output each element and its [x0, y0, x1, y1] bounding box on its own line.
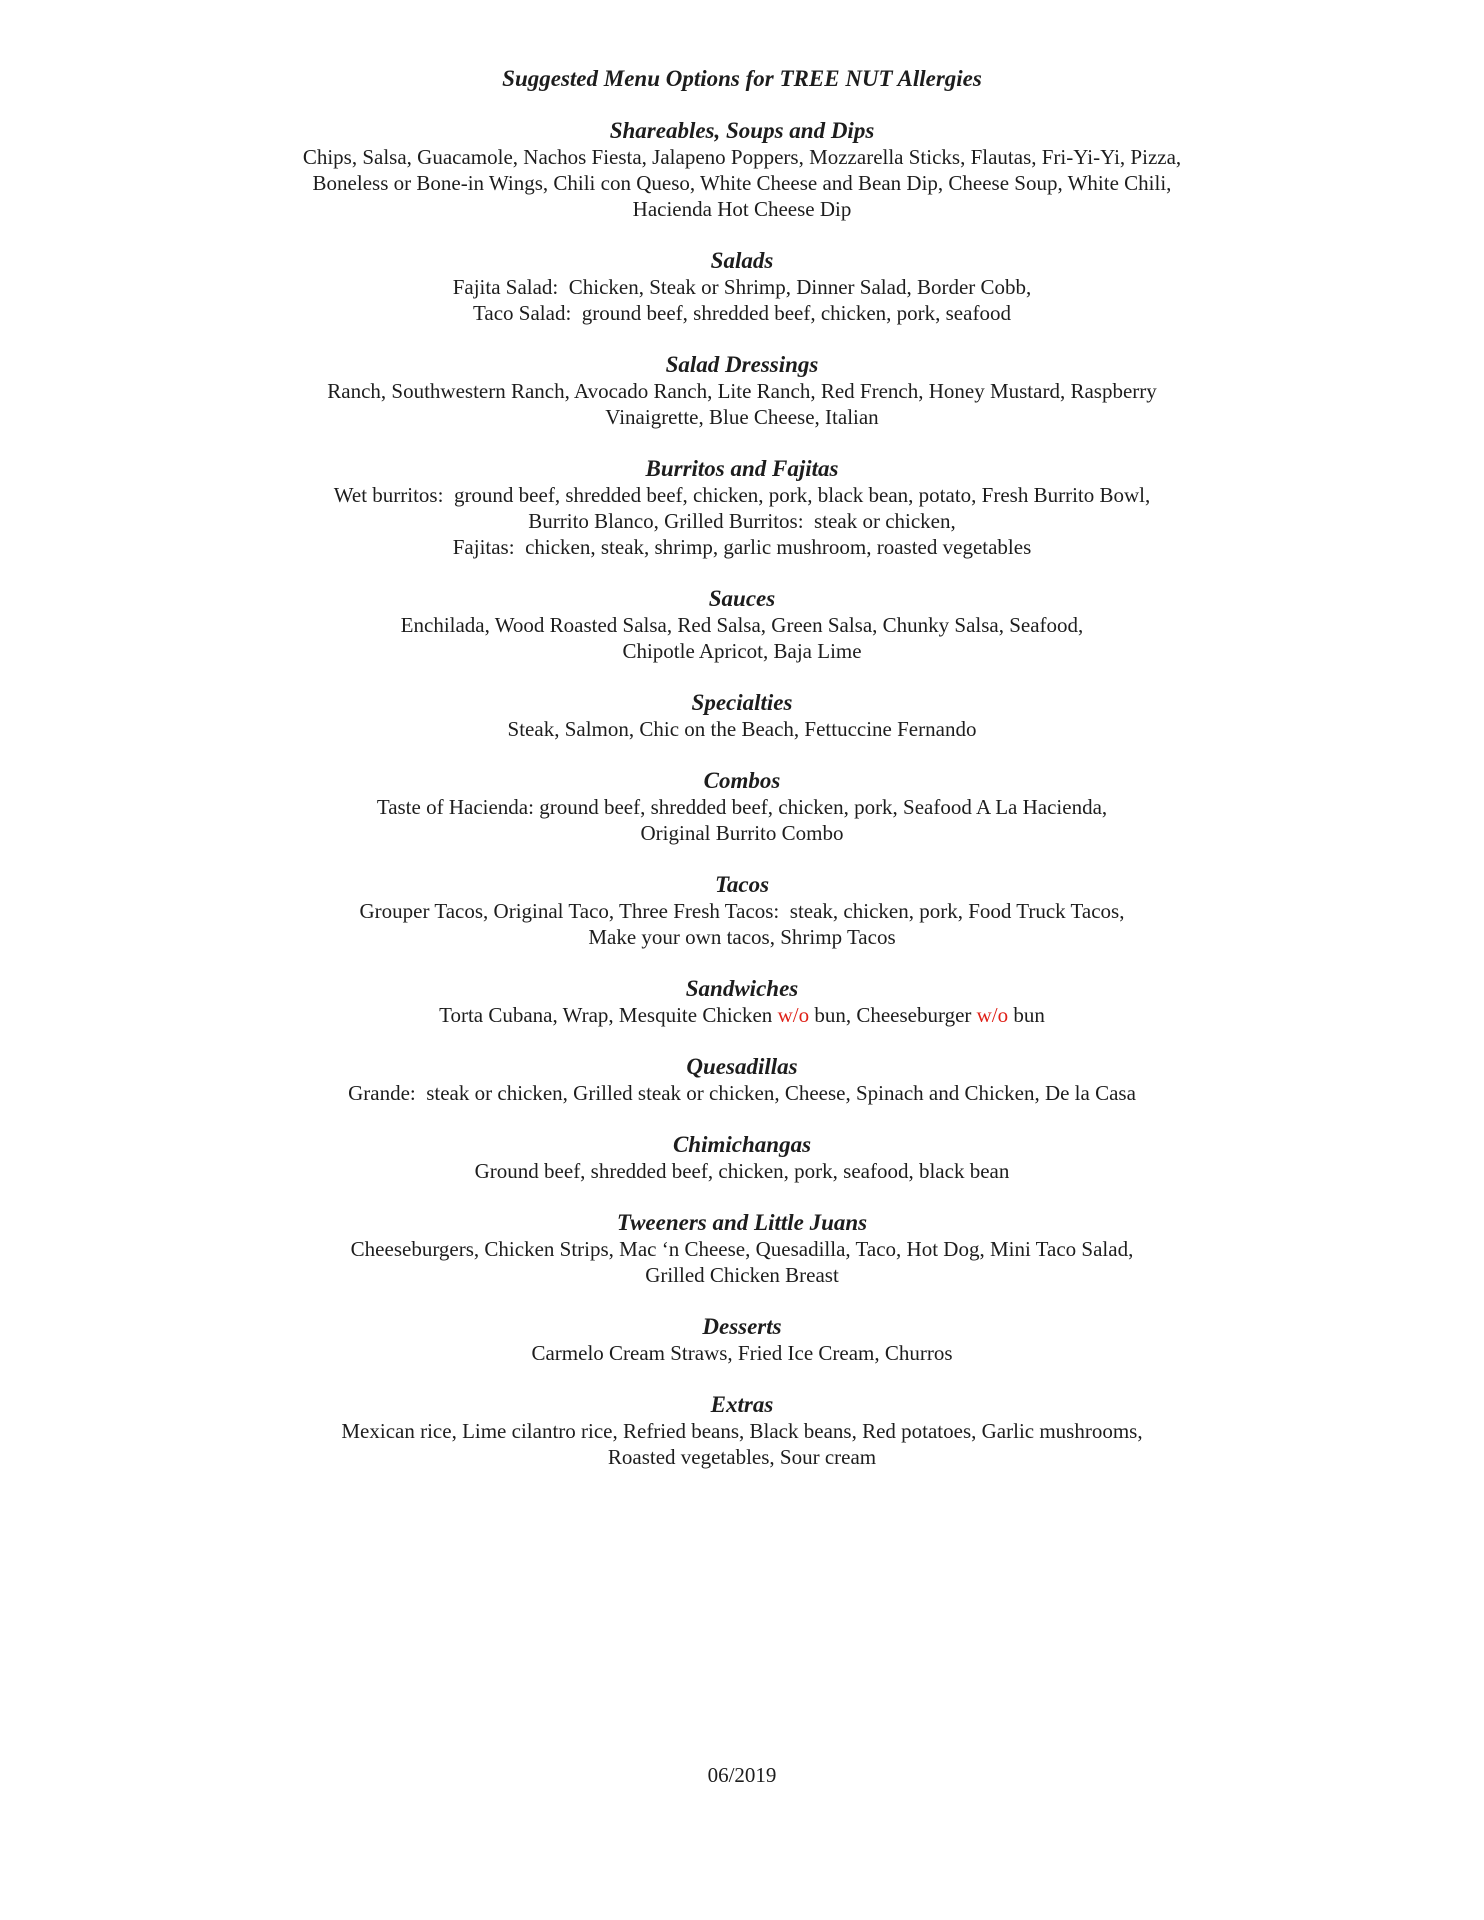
section-heading: Tweeners and Little Juans — [616, 1210, 868, 1235]
menu-section — [130, 1314, 1354, 1366]
section-heading: Chimichangas — [672, 1132, 812, 1157]
menu-section — [130, 1054, 1354, 1106]
menu-line: Cheeseburgers, Chicken Strips, Mac ‘n Cheese, Quesadilla, Taco, Hot Dog, Mini Taco Salad, — [350, 1237, 1134, 1261]
menu-section — [130, 1392, 1354, 1470]
menu-line-segment: Torta Cubana, Wrap, Mesquite Chicken — [439, 1003, 778, 1027]
section-heading: Shareables, Soups and Dips — [609, 118, 875, 143]
without-bun-highlight: w/o — [976, 1003, 1009, 1027]
menu-section — [130, 1210, 1354, 1288]
menu-section — [130, 976, 1354, 1028]
menu-line-segment: bun, Cheeseburger — [809, 1003, 977, 1027]
section-heading: Combos — [703, 768, 781, 793]
section-heading: Sauces — [708, 586, 776, 611]
menu-line: Hacienda Hot Cheese Dip — [632, 197, 852, 221]
menu-line: Ranch, Southwestern Ranch, Avocado Ranch, Lite Ranch, Red French, Honey Mustard, Raspberry — [327, 379, 1157, 403]
menu-line: Mexican rice, Lime cilantro rice, Refried beans, Black beans, Red potatoes, Garlic mushrooms, — [341, 1419, 1143, 1443]
menu-section — [130, 768, 1354, 846]
section-heading: Tacos — [714, 872, 770, 897]
section-heading: Extras — [710, 1392, 774, 1417]
menu-line: Fajitas: chicken, steak, shrimp, garlic mushroom, roasted vegetables — [452, 535, 1032, 559]
menu-line: Chips, Salsa, Guacamole, Nachos Fiesta, Jalapeno Poppers, Mozzarella Sticks, Flautas, Fri-Yi-Yi, Pizza, — [302, 145, 1182, 169]
menu-section — [130, 248, 1354, 326]
menu-line: Chipotle Apricot, Baja Lime — [622, 639, 862, 663]
menu-line: Carmelo Cream Straws, Fried Ice Cream, Churros — [531, 1341, 953, 1365]
section-heading: Salad Dressings — [665, 352, 819, 377]
menu-line: Burrito Blanco, Grilled Burritos: steak or chicken, — [528, 509, 956, 533]
menu-line: Steak, Salmon, Chic on the Beach, Fettuccine Fernando — [507, 717, 977, 741]
menu-line — [130, 1002, 1354, 1028]
section-heading: Specialties — [691, 690, 793, 715]
menu-section — [130, 118, 1354, 222]
menu-sections — [130, 118, 1354, 1470]
menu-section — [130, 690, 1354, 742]
menu-line: Enchilada, Wood Roasted Salsa, Red Salsa, Green Salsa, Chunky Salsa, Seafood, — [400, 613, 1084, 637]
section-heading: Sandwiches — [685, 976, 799, 1001]
without-bun-highlight: w/o — [777, 1003, 810, 1027]
menu-line: Grouper Tacos, Original Taco, Three Fresh Tacos: steak, chicken, pork, Food Truck Tacos, — [359, 899, 1125, 923]
menu-line: Taste of Hacienda: ground beef, shredded beef, chicken, pork, Seafood A La Hacienda, — [376, 795, 1108, 819]
menu-line: Make your own tacos, Shrimp Tacos — [588, 925, 896, 949]
menu-line: Fajita Salad: Chicken, Steak or Shrimp, Dinner Salad, Border Cobb, — [452, 275, 1032, 299]
section-heading: Burritos and Fajitas — [645, 456, 839, 481]
menu-section — [130, 456, 1354, 560]
menu-line: Boneless or Bone-in Wings, Chili con Queso, White Cheese and Bean Dip, Cheese Soup, White Chili, — [312, 171, 1172, 195]
page-title: Suggested Menu Options for TREE NUT Allergies — [502, 66, 982, 91]
footer-date: 06/2019 — [707, 1763, 777, 1787]
menu-line: Original Burrito Combo — [640, 821, 844, 845]
menu-line: Grande: steak or chicken, Grilled steak or chicken, Cheese, Spinach and Chicken, De la Casa — [348, 1081, 1136, 1105]
section-heading: Salads — [710, 248, 774, 273]
menu-line-segment: bun — [1008, 1003, 1045, 1027]
menu-line: Grilled Chicken Breast — [645, 1263, 839, 1287]
section-heading: Quesadillas — [686, 1054, 798, 1079]
menu-section — [130, 586, 1354, 664]
menu-line: Ground beef, shredded beef, chicken, pork, seafood, black bean — [474, 1159, 1010, 1183]
menu-section — [130, 872, 1354, 950]
menu-section — [130, 1132, 1354, 1184]
menu-line: Wet burritos: ground beef, shredded beef, chicken, pork, black bean, potato, Fresh Burrito Bowl, — [333, 483, 1151, 507]
menu-section — [130, 352, 1354, 430]
menu-line: Roasted vegetables, Sour cream — [607, 1445, 877, 1469]
section-heading: Desserts — [702, 1314, 782, 1339]
menu-line: Vinaigrette, Blue Cheese, Italian — [605, 405, 879, 429]
menu-line: Taco Salad: ground beef, shredded beef, chicken, pork, seafood — [473, 301, 1011, 325]
